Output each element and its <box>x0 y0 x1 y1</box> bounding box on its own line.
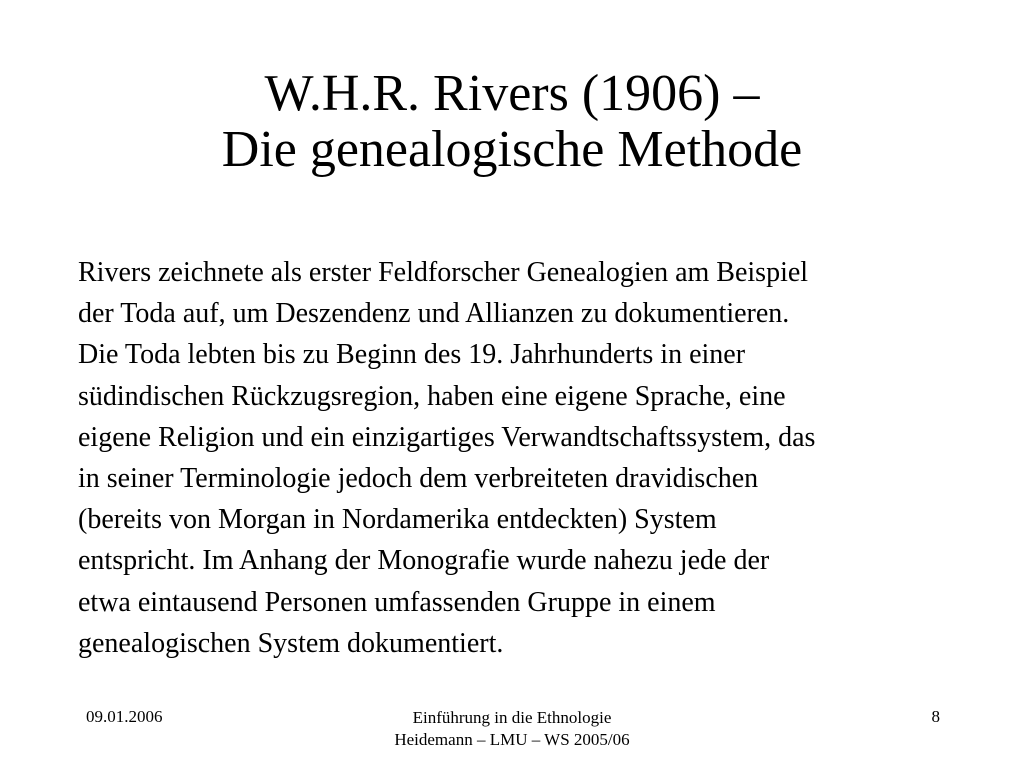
body-line: Die Toda lebten bis zu Beginn des 19. Jahrhunderts in einer <box>78 339 746 371</box>
body-line: südindischen Rückzugsregion, haben eine eigene Sprache, eine <box>78 380 786 412</box>
body-line: der Toda auf, um Deszendenz und Allianzen zu dokumentieren. <box>78 298 790 330</box>
footer-date: 09.01.2006 <box>86 707 163 726</box>
slide-body-text <box>78 252 988 664</box>
body-line: eigene Religion und ein einzigartiges Verwandtschaftssystem, das <box>78 421 816 453</box>
body-line: entspricht. Im Anhang der Monografie wurde nahezu jede der <box>78 545 770 577</box>
footer-course-author: Heidemann – LMU – WS 2005/06 <box>394 730 630 749</box>
footer-course-title: Einführung in die Ethnologie <box>412 708 612 727</box>
body-line: in seiner Terminologie jedoch dem verbreiteten dravidischen <box>78 463 759 495</box>
body-line: Rivers zeichnete als erster Feldforscher Genealogien am Beispiel <box>78 257 809 288</box>
slide-title <box>0 66 1024 178</box>
body-line: (bereits von Morgan in Nordamerika entdeckten) System <box>78 504 717 536</box>
slide-title-line-1: W.H.R. Rivers (1906) – <box>264 65 760 122</box>
slide-title-line-2: Die genealogische Methode <box>221 121 803 178</box>
footer-course-info <box>312 707 712 751</box>
page-number: 8 <box>931 707 940 726</box>
body-line: genealogischen System dokumentiert. <box>78 627 504 659</box>
body-line: etwa eintausend Personen umfassenden Gruppe in einem <box>78 586 716 618</box>
